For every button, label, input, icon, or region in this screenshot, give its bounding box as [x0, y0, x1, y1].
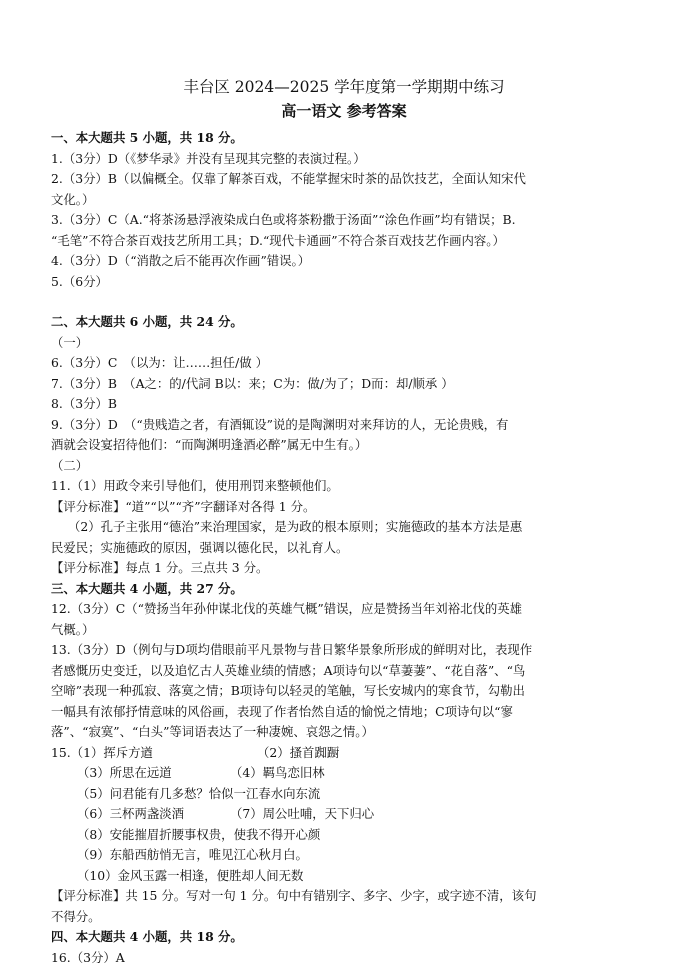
answer-q3-line2: “毛笔”不符合茶百戏技艺所用工具；D.“现代卡通画”不符合茶百戏技艺作画内容。） [51, 232, 505, 248]
subsection-2: （二） [51, 457, 89, 473]
spacer [51, 292, 643, 312]
answer-q15-9: （9）东船西舫悄无言，唯见江心秋月白。 [77, 847, 308, 862]
answer-q12-line1: 12.（3分）C（“赞扬当年孙仲谋北伐的英雄气概”错误，应是赞扬当年刘裕北伐的英雄 [51, 601, 523, 616]
answer-q3-line1: 3.（3分）C（A.“将茶汤悬浮液染成白色或将茶粉撒于汤面”“涂色作画”均有错误；B. [51, 212, 516, 227]
scoring-standard-q15-line1: 【评分标准】共 15 分。写对一句 1 分。句中有错别字、多字、少字，或字迹不清，该句 [51, 888, 537, 903]
section-heading-3: 三、本大题共 4 小题，共 27 分。 [51, 580, 243, 596]
answer-q15-4: （4）羁鸟恋旧林 [230, 765, 325, 780]
answer-q5: 5.（6分） [51, 273, 108, 289]
answer-q8: 8.（3分）B [51, 396, 117, 411]
answer-q2-line1: 2.（3分）B（以偏概全。仅靠了解茶百戏，不能掌握宋时茶的品饮技艺，全面认知宋代 [51, 171, 526, 186]
answer-q9-line2: 酒就会设宴招待他们：“而陶渊明逢酒必醉”属无中生有。） [51, 437, 368, 452]
answer-q6: 6.（3分）C （以为：让……担任/做 ） [51, 355, 268, 370]
answer-q15-5: （5）问君能有几多愁？恰似一江春水向东流 [77, 785, 321, 801]
answer-q15-1: 15.（1）挥斥方遒 [51, 744, 153, 760]
answer-q11-part1: 11.（1）用政令来引导他们，使用刑罚来整顿他们。 [51, 478, 339, 493]
answer-q15-3: （3）所思在远道 [77, 765, 172, 780]
answer-q13-line5: 落”、“寂寞”、“白头”等词语表达了一种凄婉、哀怨之情。） [51, 724, 374, 739]
section-heading-4: 四、本大题共 4 小题，共 18 分。 [51, 929, 243, 944]
answer-q1: 1.（3分）D（《梦华录》并没有呈现其完整的表演过程。） [51, 150, 366, 166]
answer-q13-line1: 13.（3分）D（例句与D项均借眼前平凡景物与昔日繁华景象所形成的鲜明对比，表现作 [51, 642, 533, 657]
answer-q11-part2-line1: （2）孔子主张用“德治”来治理国家，是为政的根本原则；实施德政的基本方法是惠 [68, 519, 523, 534]
answer-q4: 4.（3分）D（“消散之后不能再次作画”错误。） [51, 253, 311, 268]
section-heading-2: 二、本大题共 6 小题，共 24 分。 [51, 314, 243, 329]
header [0, 76, 688, 122]
answer-q13-line3: 空啼”表现一种孤寂、落寞之情；B项诗句以轻灵的笔触，写长安城内的寒食节，勾勒出 [51, 683, 525, 698]
answer-q13-line2: 者感慨历史变迁，以及追忆古人英雄业绩的情感；A项诗句以“草萋萋”、“花自落”、“鸟 [51, 662, 526, 678]
answer-q15-2: （2）搔首踟蹰 [257, 744, 340, 760]
answer-content [51, 128, 643, 968]
subsection-1: （一） [51, 334, 89, 350]
answer-q7: 7.（3分）B （A之：的/代詞 B以：来；C为：做/为了；D而：却/顺承 ） [51, 375, 454, 391]
answer-q12-line2: 气概。） [51, 621, 95, 637]
answer-q15-10: （10）金风玉露一相逢，便胜却人间无数 [77, 867, 304, 883]
answer-q15-8: （8）安能摧眉折腰事权贵，使我不得开心颜 [77, 826, 321, 842]
answer-q9-line1: 9.（3分）D （“贵贱造之者，有酒辄设”说的是陶渊明对来拜访的人，无论贵贱，有 [51, 416, 509, 432]
answer-q15-row4 [51, 804, 643, 825]
answer-q13-line4: 一幅具有浓郁抒情意味的风俗画，表现了作者怡然自适的愉悦之情地；C项诗句以“寥 [51, 703, 513, 719]
answer-q11-part2-line2: 民爱民；实施德政的原因，强调以德化民，以礼育人。 [51, 539, 349, 555]
answer-q15-row2 [51, 763, 643, 784]
section-heading-1: 一、本大题共 5 小题，共 18 分。 [51, 130, 243, 145]
page-subtitle: 高一语文 参考答案 [281, 102, 407, 120]
answer-q16: 16.（3分）A [51, 949, 125, 965]
page-title: 丰台区 2024—2025 学年度第一学期期中练习 [183, 78, 505, 96]
answer-q15-6: （6）三杯两盏淡酒 [77, 806, 185, 821]
scoring-standard-q11-part1: 【评分标准】“道”“以”“齐”字翻译对各得 1 分。 [51, 498, 316, 514]
scoring-standard-q15-line2: 不得分。 [51, 908, 101, 924]
answer-q15-row1 [51, 743, 643, 764]
scoring-standard-q11-part2: 【评分标准】每点 1 分。三点共 3 分。 [51, 560, 269, 575]
answer-q15-7: （7）周公吐哺，天下归心 [230, 806, 375, 821]
answer-q2-line2: 文化。） [51, 191, 95, 207]
